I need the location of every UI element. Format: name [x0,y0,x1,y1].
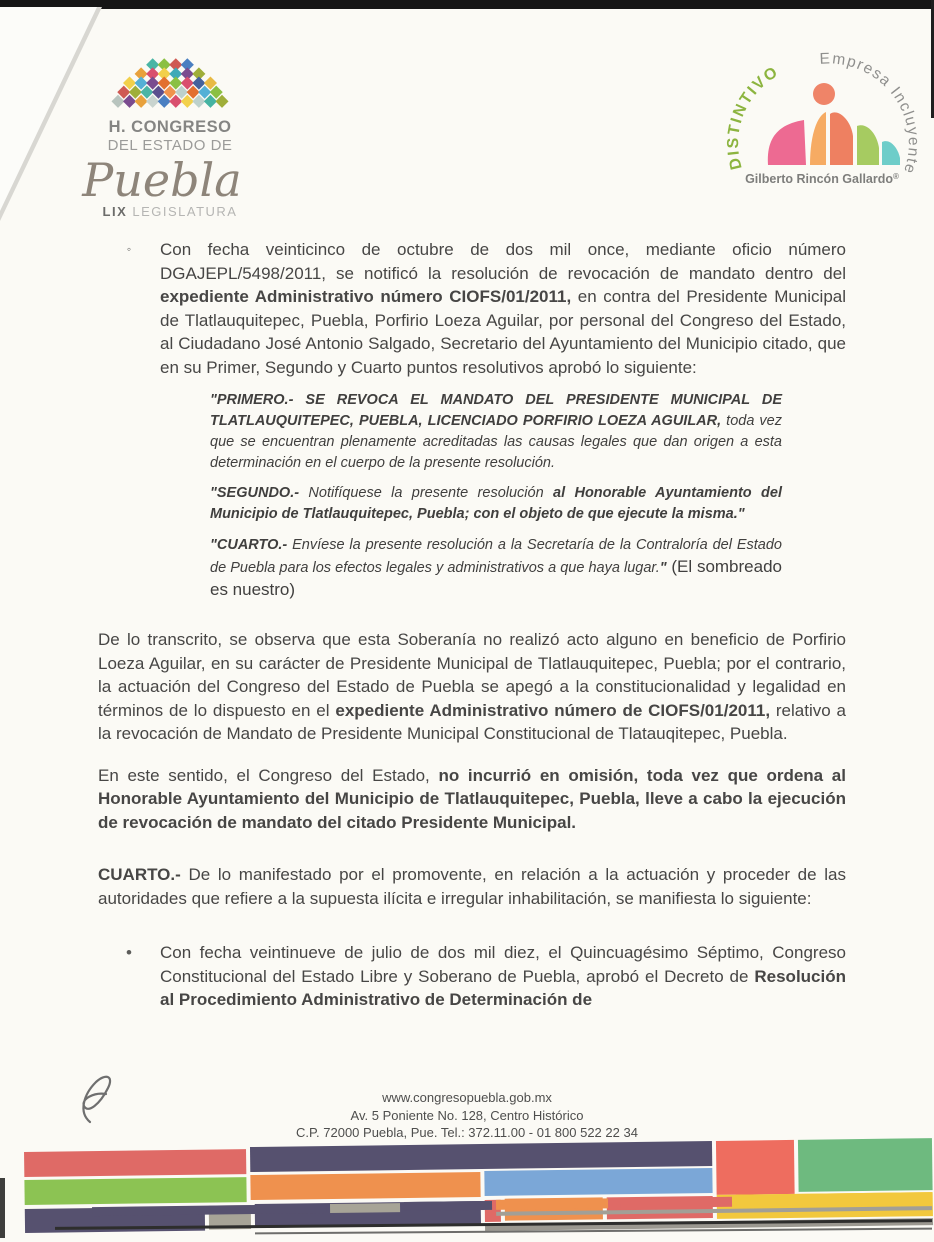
color-bar [250,1172,480,1200]
color-bar [736,1192,932,1207]
color-bar [24,1149,246,1177]
scanner-top-edge [0,0,934,9]
distintivo-arc-right-text: Empresa Incluyente [819,50,922,177]
color-bar [496,1198,608,1209]
document-body [98,238,846,1012]
congress-name-line2: DEL ESTADO DE [107,137,233,154]
bullet-text: Con fecha veinticinco de octubre de dos mil once, mediante oficio número DGAJEPL/5498/2011, se notificó la resolución de revocación de mandato dentro del expediente Administrativo número CIOFS/01/2011, en contra del Presidente Municipal de Tlatlauquitepec, Puebla, Porfirio Loeza Aguilar, por personal del Congreso del Estado, al Ciudadano José Antonio Salgado, Secretario del Ayuntamiento del Municipio citado, que en su Primer, Segundo y Cuarto puntos resolutivos aprobó lo siguiente: [160,240,847,377]
congress-name-line1: H. CONGRESO [108,118,232,136]
color-bar [484,1168,712,1196]
color-bar [404,1201,492,1211]
quote-cuarto: "CUARTO.- Envíese la presente resolución a la Secretaría de la Contraloría del Estado de Puebla para los efectos legales y administrativos a que haya lugar." (El sombreado es nuestro) [210,537,782,599]
color-bar [92,1204,326,1216]
color-bar [250,1141,712,1172]
footer-block [0,1089,934,1142]
mosaic-dome-icon [107,58,233,110]
distintivo-figure-icon [768,83,900,165]
color-bar [24,1177,246,1205]
bullet-marker: • [126,943,132,962]
bullet-item-decreto [98,941,846,1012]
bullet-text: Con fecha veintinueve de julio de dos mil diez, el Quincuagésimo Séptimo, Congreso Constitucional del Estado Libre y Soberano de Puebla, aprobó el Decreto de Resolución al Procedimiento Administrativo de Determinación de [160,943,846,1009]
scanner-bottom-left-edge [0,1178,5,1238]
quote-primero: "PRIMERO.- SE REVOCA EL MANDATO DEL PRESIDENTE MUNICIPAL DE TLATLAUQUITEPEC, PUEBLA, LICENCIADO PORFIRIO LOEZA AGUILAR, toda vez que se encuentran plenamente acreditadas las causas legales que dan origen a esta determinación en el cuerpo de la presente resolución. [210,392,782,471]
paragraph-cuarto: CUARTO.- De lo manifestado por el promovente, en relación a la actuación y proceder de las autoridades que refiere a la supuesta ilícita e irregular inhabilitación, se manifiesta lo siguiente: [98,865,846,908]
bullet-item-oficio [98,238,846,379]
color-bar [330,1203,400,1213]
legislature-roman: LIX [102,204,128,219]
quote-segundo: "SEGUNDO.- Notifíquese la presente resolución al Honorable Ayuntamiento del Municipio de Tlatlauquitepec, Puebla; con el objeto de que ejecute la misma." [210,485,782,522]
distintivo-caption: Gilberto Rincón Gallardo® [745,172,899,186]
legislature-word: LEGISLATURA [127,204,238,219]
color-bar [798,1138,933,1192]
footer-contact: C.P. 72000 Puebla, Pue. Tel.: 372.11.00 - 01 800 522 22 34 [296,1125,638,1140]
congress-logo [82,58,248,219]
distintivo-arc-left-text: DISTINTIVO [724,63,783,172]
footer-website: www.congresopuebla.gob.mx [382,1090,552,1105]
color-bar [620,1197,732,1208]
distintivo-logo [720,50,924,200]
puebla-script-wordmark: Puebla [82,153,242,207]
color-bar [716,1140,795,1195]
paragraph-transcrito: De lo transcrito, se observa que esta Soberanía no realizó acto alguno en beneficio de Porfirio Loeza Aguilar, en su carácter de Presidente Municipal de Tlatlauquitepec, Puebla; por el contrario, la actuación del Congreso del Estado de Puebla se apegó a la constitucionalidad y legalidad en términos de lo dispuesto en el expediente Administrativo número de CIOFS/01/2011, relativo a la revocación de Mandato de Presidente Municipal Constitucional de Tlatauqitepec, Puebla. [98,630,847,743]
paragraph-sentido: En este sentido, el Congreso del Estado, no incurrió en omisión, toda vez que ordena al Honorable Ayuntamiento del Municipio de Tlatlauquitepec, Puebla, lleve a cabo la ejecución de revocación de mandato del citado Presidente Municipal. [98,765,846,832]
legislature-line [92,204,248,219]
footer-address: Av. 5 Poniente No. 128, Centro Histórico [350,1107,584,1123]
bullet-marker: ◦ [126,242,132,256]
